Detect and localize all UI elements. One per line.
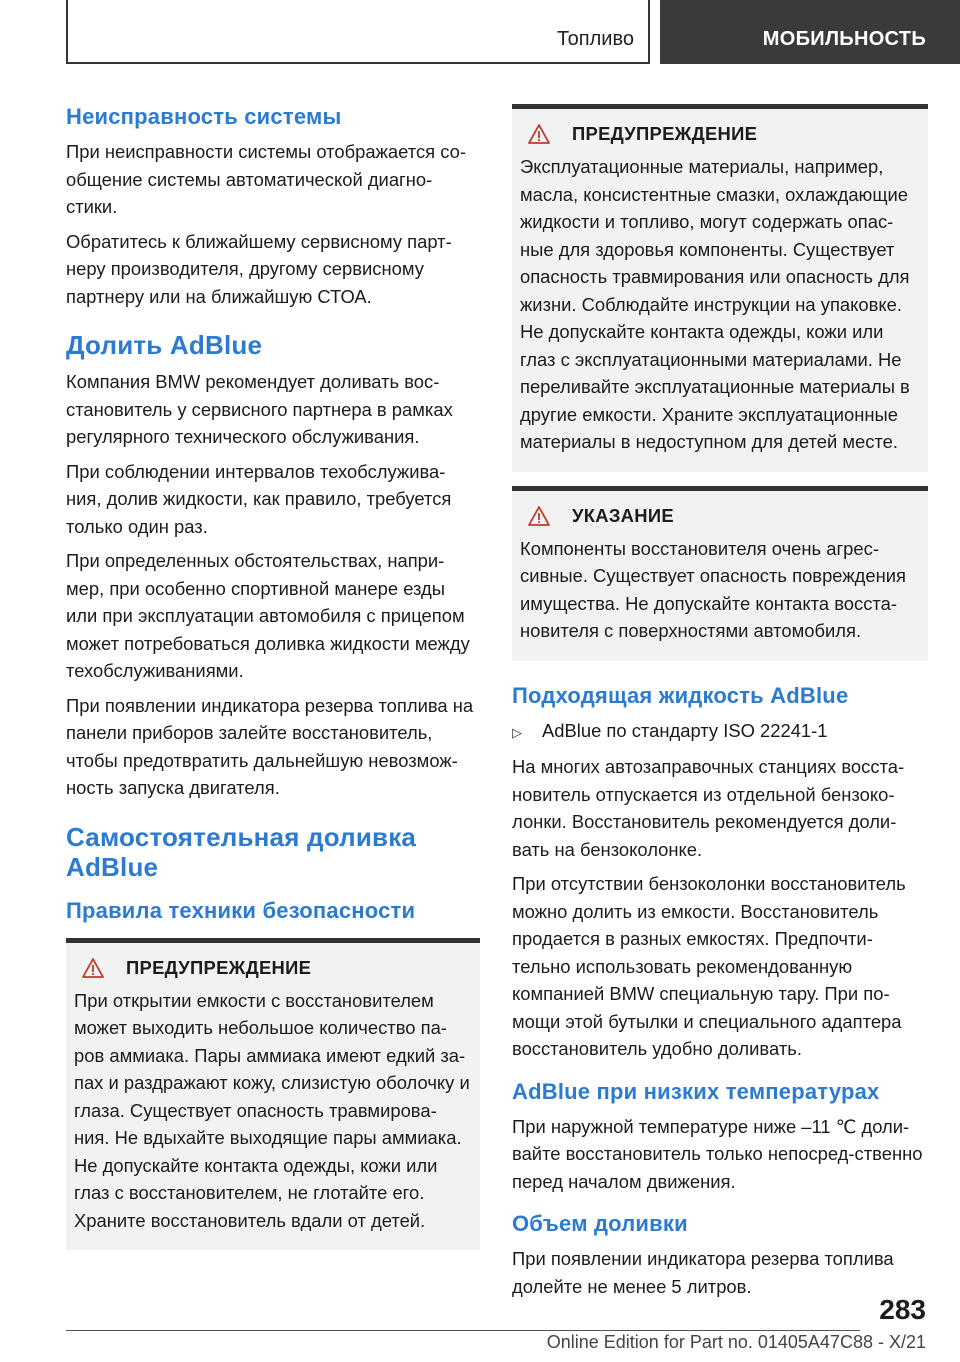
header-chapter-title: МОБИЛЬНОСТЬ: [762, 28, 926, 50]
warning-box: [66, 938, 480, 1251]
paragraph: Обратитесь к ближайшему сервисному парт-неру производителя, другому сервисному партнеру или на ближайшую СТОА.: [66, 230, 452, 307]
warning-title: ПРЕДУПРЕЖДЕНИЕ: [572, 123, 758, 144]
left-column: [66, 100, 480, 1264]
footer-divider: [66, 1330, 860, 1331]
warning-triangle-icon: [82, 958, 104, 978]
warning-triangle-icon: [528, 506, 550, 526]
header-chapter-tab: [660, 0, 960, 64]
warning-header: [520, 123, 918, 145]
heading-suitable-fluid: Подходящая жидкость AdBlue: [512, 682, 849, 708]
paragraph: При появлении индикатора резерва топлива долейте не менее 5 литров.: [512, 1248, 894, 1297]
triangle-bullet-icon: ▷: [512, 724, 522, 740]
notice-header: [520, 505, 918, 527]
warning-text: Эксплуатационные материалы, например, масла, консистентные смазки, охлаждающие жидкости и топливо, могут содержать опас-ные для здоровья компоненты. Существует опасность травмирования или опасность для жизни. Соблюдайте инструкции на упаковке. Не допускайте контакта одежды, кожи или глаз с эксплуатационными материалами. Не переливайте эксплуатационные материалы в другие емкости. Храните эксплуатационные материалы в недоступном для детей месте.: [520, 156, 910, 452]
warning-header: [74, 957, 470, 979]
heading-refill-volume: Объем доливки: [512, 1211, 688, 1236]
paragraph: При появлении индикатора резерва топлива на панели приборов залейте восстановитель, чтобы предотвратить дальнейшую невозмож-ность запуска двигателя.: [66, 694, 474, 798]
heading-malfunction: Неисправность системы: [66, 104, 342, 129]
heading-refill: Долить AdBlue: [66, 330, 263, 360]
list-item: [512, 717, 928, 747]
list-item-text: AdBlue по стандарту ISO 22241-1: [542, 719, 828, 741]
header-section-title: Топливо: [557, 28, 634, 50]
warning-triangle-icon: [528, 124, 550, 144]
notice-title: УКАЗАНИЕ: [572, 504, 674, 526]
heading-safety: Правила техники безопасности: [66, 897, 416, 923]
paragraph: При определенных обстоятельствах, напри-мер, при особенно спортивной манере езды или при эксплуатации автомобиля с прицепом может потребоваться доливка жидкости между техобслуживаниями.: [66, 550, 470, 681]
warning-box: [512, 104, 928, 472]
page-number: 283: [879, 1294, 926, 1325]
header-section-tab: [66, 0, 650, 64]
paragraph: При отсутствии бензоколонки восстановитель можно долить из емкости. Восстановитель продается в разных емкостях. Предпочти-тельно использовать рекомендованную компанией BMW специальную тару. При по-мощи этой бутылки и специального адаптера восстановитель удобно доливать.: [512, 873, 906, 1059]
paragraph: Компания BMW рекомендует доливать вос-становитель у сервисного партнера в рамках регулярного технического обслуживания.: [66, 371, 453, 447]
notice-box: [512, 486, 928, 661]
warning-title: ПРЕДУПРЕЖДЕНИЕ: [126, 956, 312, 978]
paragraph: При наружной температуре ниже –11 ℃ доли-вайте восстановитель только непосред-ственно перед началом движения.: [512, 1115, 923, 1192]
paragraph: При соблюдении интервалов техобслужива-ния, долив жидкости, как правило, требуется только один раз.: [66, 460, 452, 537]
warning-text: При открытии емкости с восстановителем может выходить небольшое количество па-ров аммиака. Пары аммиака имеют едкий за-пах и раздражают кожу, слизистую оболочку и глаза. Существует опасность травмирова-ния. Не вдыхайте выходящие пары аммиака. Не допускайте контакта одежды, кожи или глаз с восстановителем, не глотайте его. Храните восстановитель вдали от детей.: [74, 989, 470, 1231]
notice-text: Компоненты восстановителя очень агрес-сивные. Существует опасность повреждения имущества. Не допускайте контакта восста-новителя с поверхностями автомобиля.: [520, 537, 906, 641]
heading-low-temperature: AdBlue при низких температурах: [512, 1078, 880, 1104]
paragraph: При неисправности системы отображается со-общение системы автоматической диагно-стики.: [66, 141, 466, 217]
footer-edition: Online Edition for Part no. 01405A47C88 - X/21: [546, 1332, 926, 1352]
paragraph: На многих автозаправочных станциях восста-новитель отпускается из отдельной бензоко-лонки. Восстановитель рекомендуется доли-вать на бензоколонке.: [512, 756, 905, 860]
right-column: [512, 100, 928, 1307]
heading-self-refill: Самостоятельная доливка AdBlue: [66, 821, 417, 882]
